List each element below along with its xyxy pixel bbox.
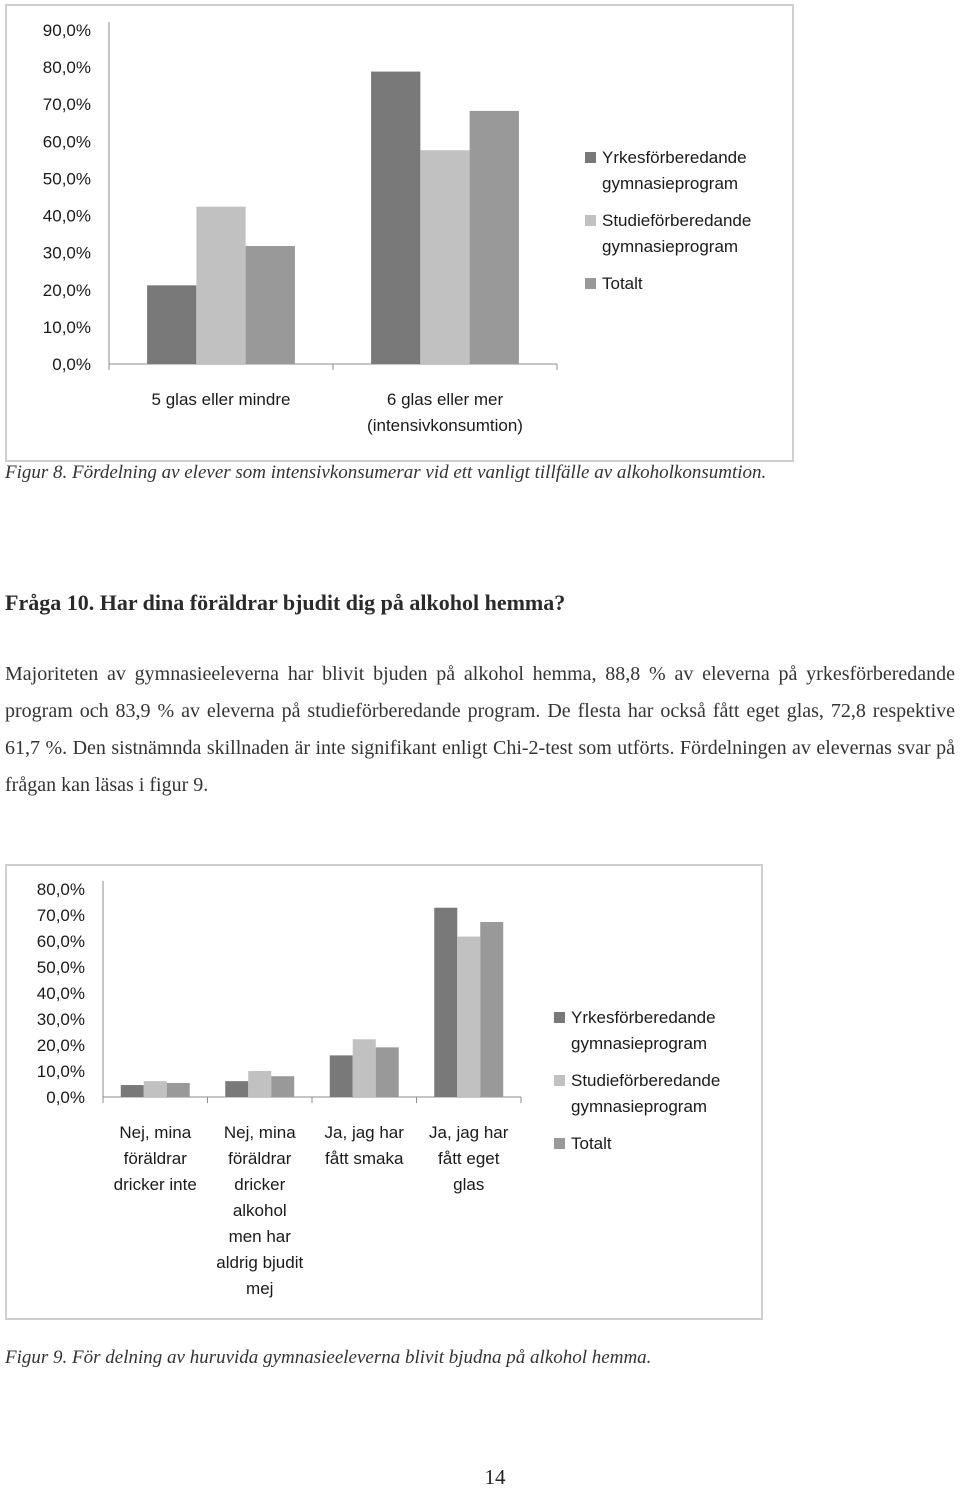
x-category-label: dricker [234, 1175, 286, 1194]
x-category-label: Ja, jag har [324, 1123, 404, 1142]
x-category-label: Nej, mina [119, 1123, 192, 1142]
legend-swatch-2 [554, 1075, 565, 1086]
question-heading: Fråga 10. Har dina föräldrar bjudit dig på alkohol hemma? [5, 590, 566, 615]
legend-label: Yrkesförberedande [602, 148, 747, 167]
y-tick-label: 30,0% [42, 243, 91, 263]
bar-1-1 [147, 285, 196, 364]
legend-swatch-2 [585, 215, 596, 226]
y-tick-label: 10,0% [36, 1062, 85, 1081]
legend-swatch-3 [554, 1138, 565, 1149]
legend-label: Totalt [571, 1134, 612, 1153]
legend-label: gymnasieprogram [571, 1034, 708, 1053]
y-tick-label: 80,0% [36, 880, 85, 899]
x-category-label: fått smaka [325, 1149, 404, 1168]
x-category-label: (intensivkonsumtion) [367, 416, 523, 435]
y-tick-label: 30,0% [36, 1010, 85, 1029]
bar-2-2 [248, 1071, 271, 1097]
bar-2-2 [420, 150, 469, 364]
bar-1-2 [225, 1081, 248, 1097]
bar-2-1 [144, 1081, 167, 1097]
y-tick-label: 60,0% [36, 932, 85, 951]
y-tick-label: 70,0% [36, 906, 85, 925]
x-category-label: 5 glas eller mindre [151, 390, 291, 409]
bar-3-1 [246, 246, 295, 364]
figure-9-chart [5, 864, 763, 1320]
figure-9-caption: Figur 9. För delning av huruvida gymnasieeleverna blivit bjudna på alkohol hemma. [5, 1347, 652, 1368]
y-tick-label: 70,0% [42, 95, 91, 115]
legend-label: Totalt [602, 274, 643, 293]
bar-1-2 [371, 72, 420, 364]
x-category-label: men har [228, 1227, 291, 1246]
bar-1-4 [434, 908, 457, 1097]
bar-2-3 [353, 1039, 376, 1097]
x-category-label: föräldrar [123, 1149, 187, 1168]
y-tick-label: 20,0% [42, 280, 91, 300]
x-category-label: dricker inte [113, 1175, 197, 1194]
x-category-label: mej [246, 1279, 274, 1298]
y-tick-label: 40,0% [42, 206, 91, 226]
y-tick-label: 10,0% [42, 317, 91, 337]
figure-8-svg [7, 6, 792, 460]
legend-label: gymnasieprogram [602, 174, 739, 193]
legend-label: Yrkesförberedande [571, 1008, 716, 1027]
x-category-label: glas [453, 1175, 485, 1194]
legend-swatch-1 [585, 152, 596, 163]
bar-3-3 [376, 1047, 399, 1097]
y-tick-label: 40,0% [36, 984, 85, 1003]
body-paragraph: Majoriteten av gymnasieeleverna har blivit bjuden på alkohol hemma, 88,8 % av eleverna på yrkesförberedande program och 83,9 % av eleverna på studieförberedande program. De flesta har också fått eget glas, 72,8 respektive 61,7 %. Den sistnämnda skillnaden är inte signifikant enligt Chi-2-test som utförts. Fördelningen av elevernas svar på frågan kan läsas i figur 9. [5, 663, 955, 796]
y-tick-label: 50,0% [42, 169, 91, 189]
bar-1-1 [121, 1085, 144, 1097]
y-tick-label: 50,0% [36, 958, 85, 977]
bar-3-2 [470, 111, 519, 364]
legend-swatch-3 [585, 278, 596, 289]
bar-3-2 [271, 1076, 294, 1097]
bar-1-3 [330, 1055, 353, 1097]
x-category-label: Nej, mina [223, 1123, 296, 1142]
legend-swatch-1 [554, 1012, 565, 1023]
x-category-label: fått eget [438, 1149, 500, 1168]
legend-label: gymnasieprogram [602, 237, 739, 256]
bar-2-1 [196, 207, 245, 364]
bar-2-4 [457, 937, 480, 1097]
y-tick-label: 20,0% [36, 1036, 85, 1055]
page-number: 14 [484, 1465, 506, 1489]
figure-9-svg [7, 866, 761, 1318]
legend-label: Studieförberedande [602, 211, 752, 230]
x-category-label: 6 glas eller mer [386, 390, 504, 409]
y-tick-label: 60,0% [42, 132, 91, 152]
x-category-label: föräldrar [228, 1149, 292, 1168]
y-tick-label: 90,0% [42, 21, 91, 40]
bar-3-4 [480, 922, 503, 1097]
figure-8-caption: Figur 8. Fördelning av elever som intensivkonsumerar vid ett vanligt tillfälle av alkoholkonsumtion. [5, 462, 767, 483]
y-tick-label: 80,0% [42, 58, 91, 78]
x-category-label: aldrig bjudit [216, 1253, 304, 1272]
legend-label: gymnasieprogram [571, 1097, 708, 1116]
y-tick-label: 0,0% [46, 1088, 85, 1107]
bar-3-1 [167, 1083, 190, 1097]
y-tick-label: 0,0% [52, 355, 91, 374]
x-category-label: alkohol [232, 1201, 287, 1220]
figure-8-chart [5, 4, 794, 462]
x-category-label: Ja, jag har [429, 1123, 509, 1142]
legend-label: Studieförberedande [571, 1071, 721, 1090]
